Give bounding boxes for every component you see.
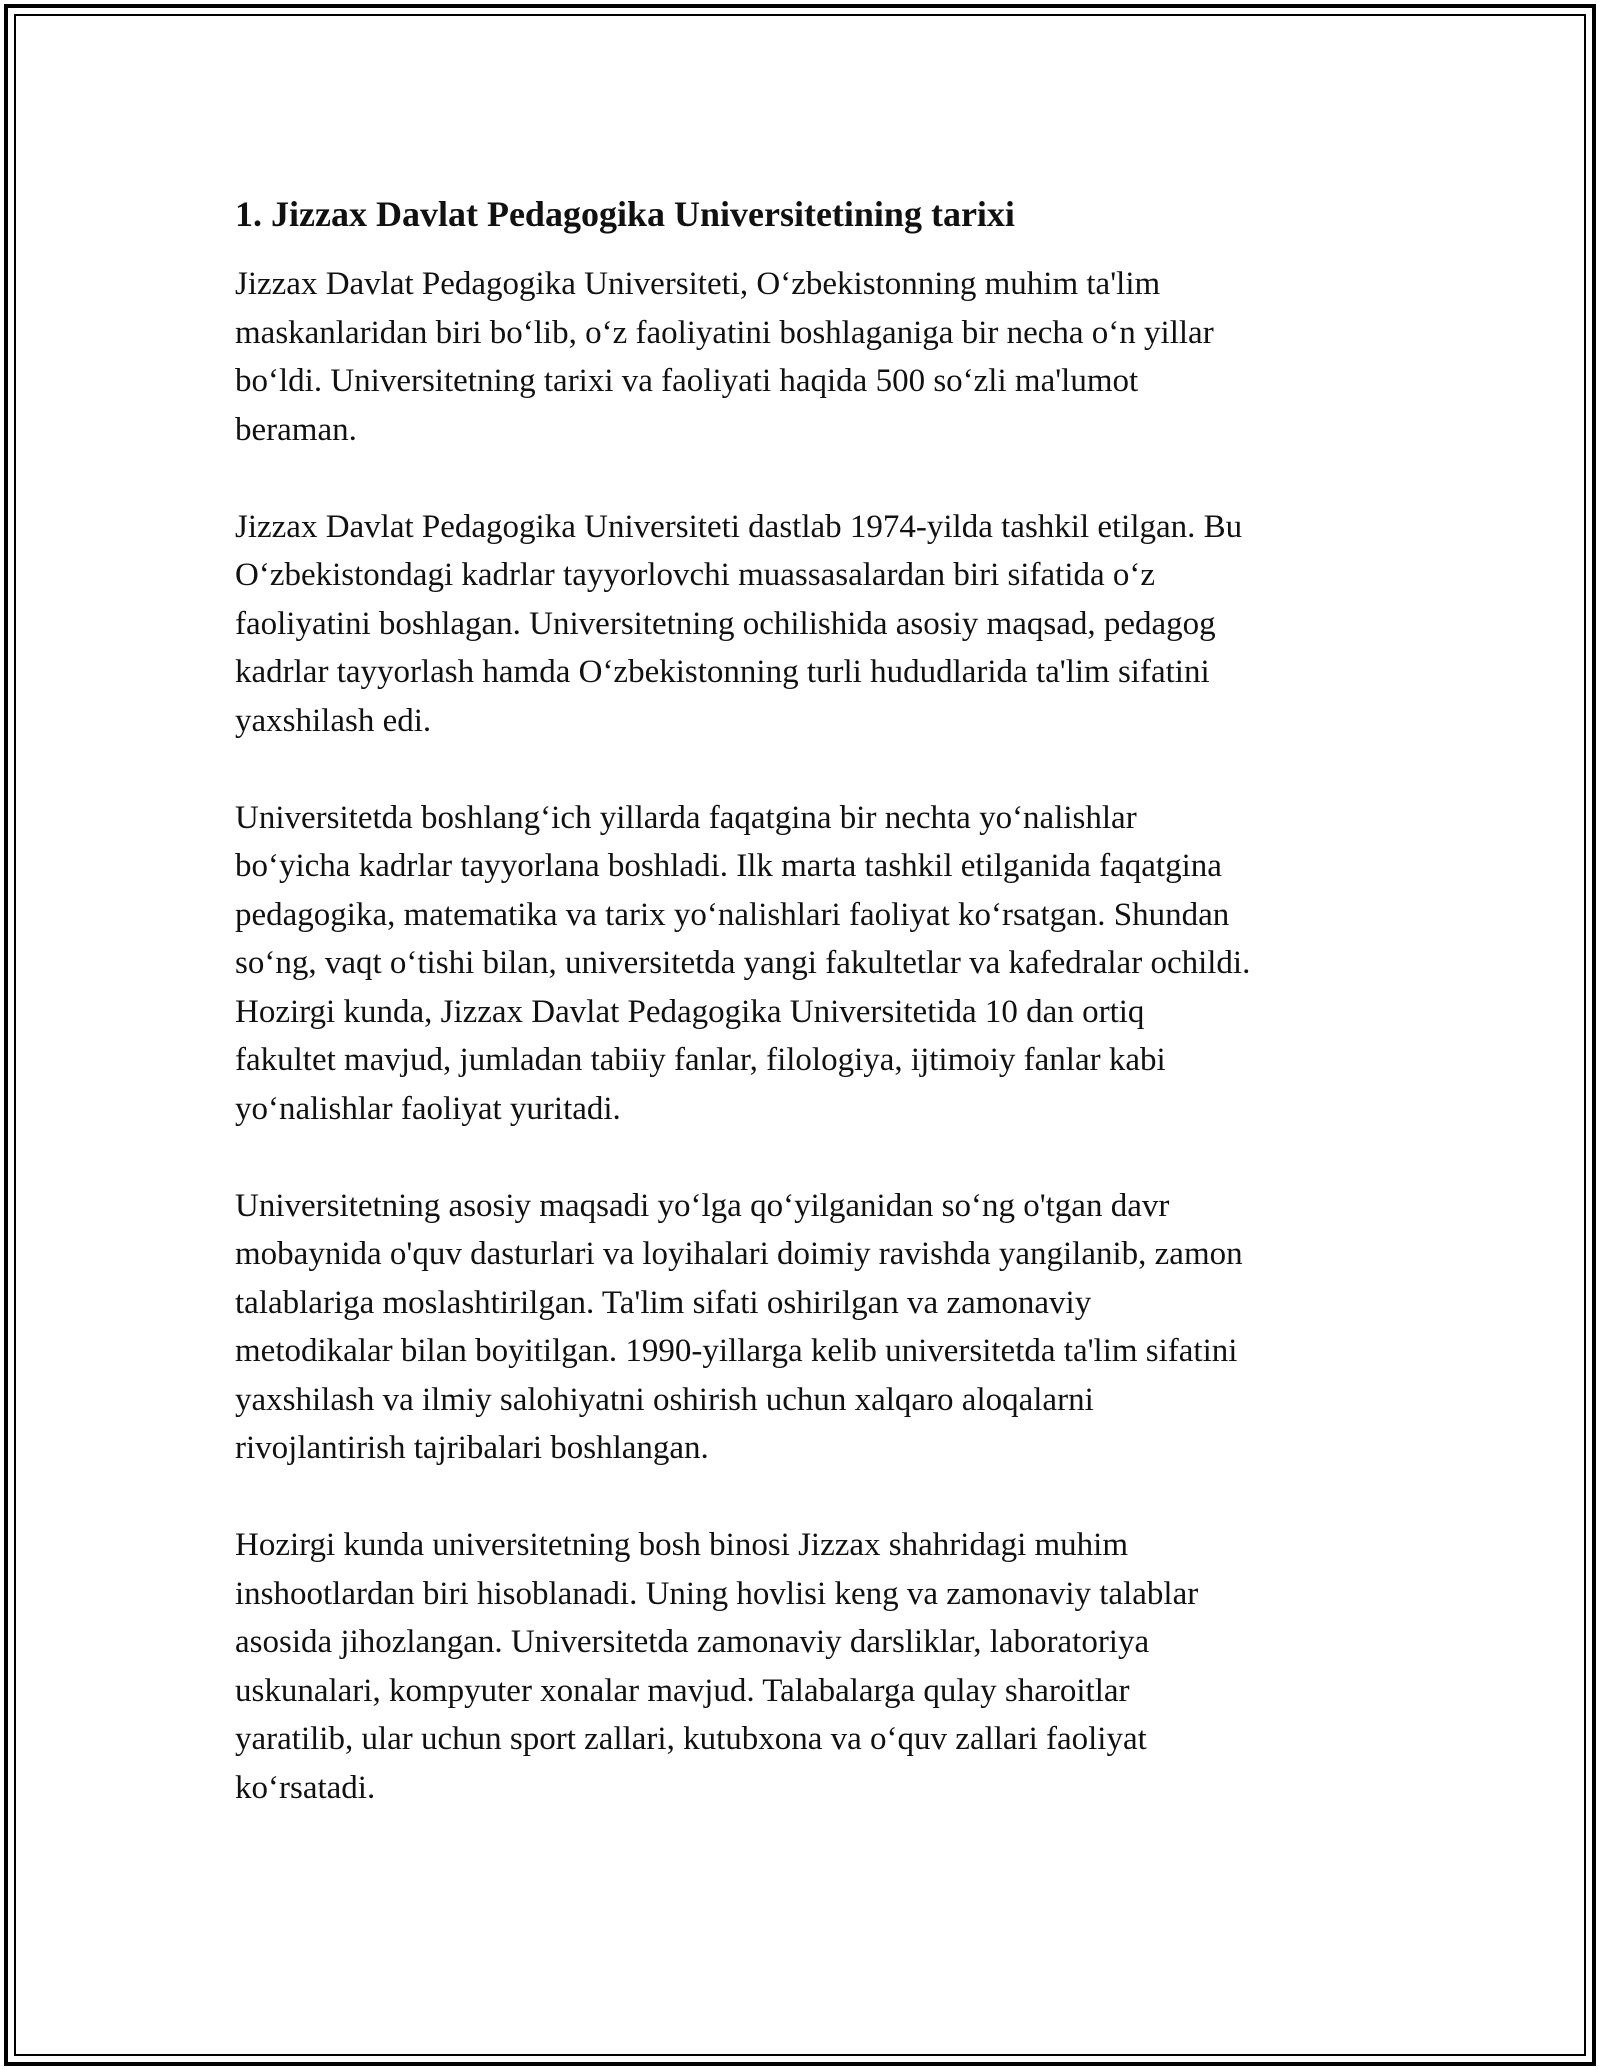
text-line: fakultet mavjud, jumladan tabiiy fanlar, filologiya, ijtimoiy fanlar kabi	[235, 1042, 1166, 1078]
text-line: bo‘yicha kadrlar tayyorlana boshladi. Ilk marta tashkil etilganida faqatgina	[235, 848, 1222, 884]
paragraph-1	[235, 260, 1385, 454]
text-line: so‘ng, vaqt o‘tishi bilan, universitetda yangi fakultetlar va kafedralar ochildi.	[235, 945, 1251, 981]
text-line: Hozirgi kunda universitetning bosh binosi Jizzax shahridagi muhim	[235, 1527, 1129, 1563]
text-line: yo‘nalishlar faoliyat yuritadi.	[235, 1090, 621, 1127]
text-line: yaratilib, ular uchun sport zallari, kutubxona va o‘quv zallari faoliyat	[235, 1721, 1147, 1757]
text-line: Universitetning asosiy maqsadi yo‘lga qo‘yilganidan so‘ng o'tgan davr	[235, 1187, 1170, 1224]
paragraph-5	[235, 1521, 1385, 1812]
text-line: ko‘rsatadi.	[235, 1769, 376, 1806]
text-line: O‘zbekistondagi kadrlar tayyorlovchi muassasalardan biri sifatida o‘z	[235, 557, 1156, 593]
text-line: maskanlaridan biri bo‘lib, o‘z faoliyatini boshlaganiga bir necha o‘n yillar	[235, 314, 1214, 351]
paragraph-4	[235, 1182, 1385, 1473]
text-line: Jizzax Davlat Pedagogika Universiteti dastlab 1974-yilda tashkil etilgan. Bu	[235, 508, 1243, 545]
text-line: metodikalar bilan boyitilgan. 1990-yillarga kelib universitetda ta'lim sifatini	[235, 1333, 1238, 1369]
text-line: bo‘ldi. Universitetning tarixi va faoliyati haqida 500 so‘zli ma'lumot	[235, 363, 1139, 399]
text-line: yaxshilash edi.	[235, 702, 432, 739]
text-line: uskunalari, kompyuter xonalar mavjud. Talabalarga qulay sharoitlar	[235, 1672, 1130, 1709]
text-line: faoliyatini boshlagan. Universitetning ochilishida asosiy maqsad, pedagog	[235, 605, 1216, 642]
text-line: beraman.	[235, 411, 357, 448]
text-line: inshootlardan biri hisoblanadi. Uning hovlisi keng va zamonaviy talablar	[235, 1575, 1199, 1612]
text-line: Jizzax Davlat Pedagogika Universiteti, O‘zbekistonning muhim ta'lim	[235, 266, 1161, 302]
text-line: Hozirgi kunda, Jizzax Davlat Pedagogika Universitetida 10 dan ortiq	[235, 993, 1145, 1030]
section-heading: 1. Jizzax Davlat Pedagogika Universitetining tarixi	[235, 194, 1015, 234]
text-line: pedagogika, matematika va tarix yo‘nalishlari faoliyat ko‘rsatgan. Shundan	[235, 896, 1230, 933]
text-line: Universitetda boshlang‘ich yillarda faqatgina bir nechta yo‘nalishlar	[235, 799, 1137, 836]
document-body	[235, 188, 1385, 1861]
text-line: mobaynida o'quv dasturlari va loyihalari doimiy ravishda yangilanib, zamon	[235, 1236, 1243, 1272]
paragraph-3	[235, 794, 1385, 1134]
text-line: rivojlantirish tajribalari boshlangan.	[235, 1430, 709, 1466]
text-line: talablariga moslashtirilgan. Ta'lim sifati oshirilgan va zamonaviy	[235, 1284, 1092, 1321]
text-line: asosida jihozlangan. Universitetda zamonaviy darsliklar, laboratoriya	[235, 1624, 1150, 1660]
text-line: kadrlar tayyorlash hamda O‘zbekistonning turli hududlarida ta'lim sifatini	[235, 654, 1210, 690]
text-line: yaxshilash va ilmiy salohiyatni oshirish uchun xalqaro aloqalarni	[235, 1381, 1094, 1418]
paragraph-2	[235, 503, 1385, 746]
